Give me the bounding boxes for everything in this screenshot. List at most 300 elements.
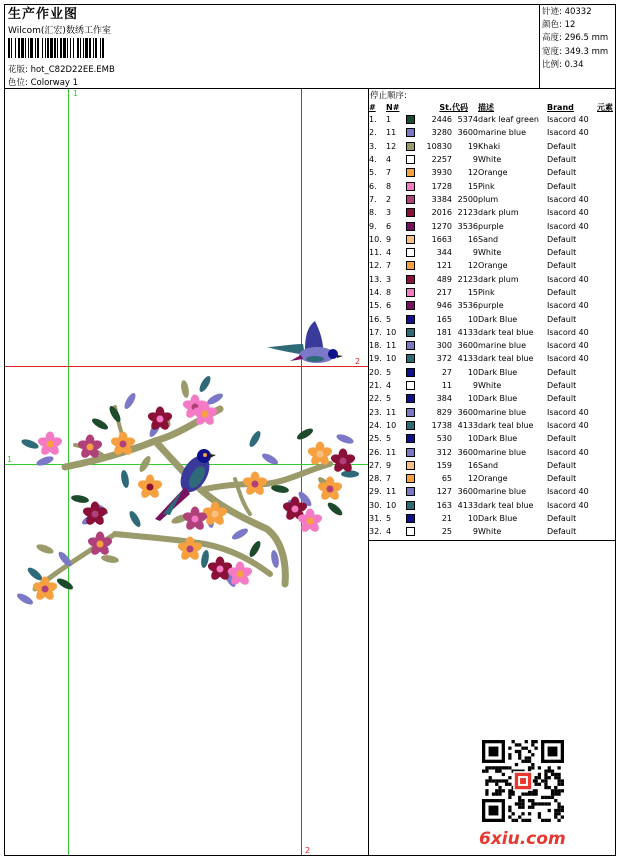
color-swatch — [406, 155, 415, 164]
row-swatch — [406, 206, 422, 219]
spec-height: 高度: 296.5 mm — [542, 33, 609, 44]
barcode — [8, 38, 188, 58]
row-swatch — [406, 179, 422, 192]
color-swatch — [406, 354, 415, 363]
row-description: Dark Blue — [478, 314, 518, 324]
color-swatch — [406, 301, 415, 310]
spec-scale: 比例: 0.34 — [542, 59, 584, 70]
row-element — [597, 392, 613, 405]
row-element — [597, 179, 613, 192]
color-swatch — [406, 128, 415, 137]
row-number: 27. — [369, 460, 382, 470]
col-header-element: 元素 — [597, 102, 613, 112]
row-description: Pink — [478, 181, 495, 191]
row-element — [597, 246, 613, 259]
row-swatch — [406, 406, 422, 419]
row-number: 6. — [369, 181, 377, 191]
row-code: 12 — [467, 474, 478, 484]
row-brand: Default — [547, 168, 577, 178]
table-row — [369, 499, 613, 512]
page-title: 生产作业图 — [8, 7, 79, 22]
row-element — [597, 512, 613, 525]
row-code: 12 — [467, 168, 478, 178]
row-element — [597, 472, 613, 485]
row-swatch — [406, 153, 422, 166]
company-name: Wilcom(汇宏)数绣工作室 — [8, 26, 111, 36]
row-description: dark teal blue — [478, 354, 534, 364]
table-row — [369, 286, 613, 299]
col-header-description: 描述 — [478, 102, 494, 112]
design-canvas — [5, 89, 368, 855]
row-needle: 6 — [386, 221, 392, 231]
row-needle: 11 — [386, 487, 397, 497]
stop-sequence-table — [369, 101, 613, 539]
row-needle: 7 — [386, 474, 392, 484]
row-element — [597, 485, 613, 498]
row-needle: 9 — [386, 234, 392, 244]
row-stitches: 372 — [436, 354, 452, 364]
row-stitches: 11 — [441, 381, 452, 391]
row-needle: 4 — [386, 155, 392, 165]
row-swatch — [406, 366, 422, 379]
row-number: 7. — [369, 194, 377, 204]
table-row — [369, 352, 613, 365]
row-stitches: 3930 — [431, 168, 452, 178]
flower — [37, 432, 64, 457]
row-stitches: 163 — [436, 500, 452, 510]
color-swatch — [406, 222, 415, 231]
row-number: 21. — [369, 381, 382, 391]
table-row — [369, 153, 613, 166]
row-stitches: 25 — [441, 527, 452, 537]
row-code: 4133 — [457, 500, 478, 510]
row-description: dark plum — [478, 208, 519, 218]
row-needle: 8 — [386, 181, 392, 191]
row-brand: Default — [547, 434, 577, 444]
row-needle: 5 — [386, 434, 392, 444]
row-swatch — [406, 113, 422, 126]
row-needle: 11 — [386, 341, 397, 351]
table-row — [369, 113, 613, 126]
row-element — [597, 273, 613, 286]
row-brand: Default — [547, 381, 577, 391]
row-element — [597, 286, 613, 299]
table-row — [369, 432, 613, 445]
row-number: 14. — [369, 288, 382, 297]
row-element — [597, 140, 613, 153]
row-number: 5. — [369, 168, 377, 178]
row-needle: 1 — [386, 115, 392, 125]
row-code: 2500 — [457, 194, 478, 204]
row-description: Sand — [478, 234, 499, 244]
col-header-needle: N# — [386, 102, 400, 112]
row-description: Orange — [478, 474, 508, 484]
row-stitches: 1663 — [431, 234, 452, 244]
row-element — [597, 339, 613, 352]
leaf — [247, 429, 262, 448]
row-code: 2123 — [457, 208, 478, 218]
flower — [330, 449, 357, 474]
row-brand: Isacord 40 — [547, 487, 589, 497]
row-brand: Isacord 40 — [547, 407, 589, 417]
row-code: 10 — [467, 514, 478, 524]
row-description: purple — [478, 221, 504, 231]
row-needle: 11 — [386, 407, 397, 417]
row-code: 3600 — [457, 341, 478, 351]
row-element — [597, 206, 613, 219]
row-brand: Default — [547, 181, 577, 191]
color-swatch — [406, 341, 415, 350]
table-row — [369, 206, 613, 219]
row-description: White — [478, 381, 502, 391]
row-needle: 3 — [386, 274, 392, 284]
row-needle: 4 — [386, 527, 392, 537]
table-row — [369, 512, 613, 525]
row-stitches: 1738 — [431, 420, 452, 430]
row-swatch — [406, 485, 422, 498]
flying-bird — [267, 321, 343, 363]
row-brand: Default — [547, 155, 577, 165]
colorway: 色位: Colorway 1 — [8, 78, 79, 88]
leaf — [247, 539, 262, 558]
table-bottom-rule — [368, 540, 616, 541]
row-swatch — [406, 166, 422, 179]
row-stitches: 489 — [436, 274, 452, 284]
table-row — [369, 326, 613, 339]
row-swatch — [406, 512, 422, 525]
leaf — [15, 591, 34, 606]
row-swatch — [406, 219, 422, 232]
table-row — [369, 166, 613, 179]
row-code: 19 — [467, 141, 478, 151]
row-number: 3. — [369, 141, 377, 151]
color-swatch — [406, 168, 415, 177]
row-stitches: 2446 — [431, 115, 452, 125]
row-swatch — [406, 140, 422, 153]
row-code: 9 — [472, 527, 478, 537]
leaf — [341, 470, 359, 477]
table-row — [369, 140, 613, 153]
table-row — [369, 233, 613, 246]
row-needle: 4 — [386, 381, 392, 391]
row-element — [597, 113, 613, 126]
col-header-stitches: St. — [439, 102, 452, 112]
row-brand: Isacord 40 — [547, 274, 589, 284]
row-stitches: 127 — [436, 487, 452, 497]
row-stitches: 946 — [436, 301, 452, 311]
row-brand: Isacord 40 — [547, 420, 589, 430]
row-brand: Default — [547, 460, 577, 470]
leaf — [120, 470, 130, 489]
row-number: 26. — [369, 447, 382, 457]
table-row — [369, 259, 613, 272]
col-header-swatch — [406, 101, 422, 113]
leaf — [335, 433, 354, 446]
row-element — [597, 432, 613, 445]
row-element — [597, 406, 613, 419]
row-stitches: 159 — [436, 460, 452, 470]
row-needle: 12 — [386, 141, 397, 151]
color-swatch — [406, 527, 415, 536]
color-swatch — [406, 182, 415, 191]
color-swatch — [406, 328, 415, 337]
row-number: 8. — [369, 208, 377, 218]
row-needle: 5 — [386, 314, 392, 324]
table-row — [369, 219, 613, 232]
color-swatch — [406, 381, 415, 390]
row-number: 10. — [369, 234, 382, 244]
table-row — [369, 366, 613, 379]
row-number: 22. — [369, 394, 382, 404]
row-brand: Default — [547, 527, 577, 537]
color-swatch — [406, 434, 415, 443]
color-swatch — [406, 248, 415, 257]
row-number: 19. — [369, 354, 382, 364]
row-number: 31. — [369, 514, 382, 524]
leaf — [35, 543, 54, 556]
leaf — [180, 380, 190, 399]
color-swatch — [406, 501, 415, 510]
row-needle: 10 — [386, 354, 397, 364]
row-stitches: 217 — [436, 288, 452, 297]
color-swatch — [406, 394, 415, 403]
row-brand: Isacord 40 — [547, 194, 589, 204]
row-element — [597, 525, 613, 538]
table-row — [369, 525, 613, 538]
leaf — [260, 451, 279, 466]
row-description: marine blue — [478, 447, 527, 457]
row-swatch — [406, 246, 422, 259]
row-stitches: 165 — [436, 314, 452, 324]
row-needle: 11 — [386, 128, 397, 138]
row-brand: Default — [547, 314, 577, 324]
row-swatch — [406, 233, 422, 246]
row-stitches: 384 — [436, 394, 452, 404]
row-description: Khaki — [478, 141, 501, 151]
row-brand: Default — [547, 367, 577, 377]
row-brand: Isacord 40 — [547, 341, 589, 351]
row-description: dark teal blue — [478, 327, 534, 337]
col-header-number: # — [369, 102, 376, 112]
row-swatch — [406, 273, 422, 286]
color-swatch — [406, 261, 415, 270]
row-description: marine blue — [478, 407, 527, 417]
table-row — [369, 246, 613, 259]
row-needle: 8 — [386, 288, 392, 297]
col-header-brand: Brand — [547, 102, 574, 112]
guide-label-bottom: 2 — [305, 846, 311, 855]
table-row — [369, 459, 613, 472]
row-brand: Isacord 40 — [547, 115, 589, 125]
row-number: 9. — [369, 221, 377, 231]
row-element — [597, 153, 613, 166]
row-description: Pink — [478, 288, 495, 297]
leaf — [137, 454, 152, 473]
row-description: White — [478, 155, 502, 165]
row-description: White — [478, 248, 502, 258]
row-swatch — [406, 326, 422, 339]
row-number: 17. — [369, 327, 382, 337]
row-description: Dark Blue — [478, 367, 518, 377]
row-brand: Isacord 40 — [547, 208, 589, 218]
row-description: dark teal blue — [478, 500, 534, 510]
row-swatch — [406, 472, 422, 485]
row-swatch — [406, 312, 422, 325]
spec-colors: 颜色: 12 — [542, 20, 576, 31]
row-number: 30. — [369, 500, 382, 510]
row-swatch — [406, 525, 422, 538]
table-row — [369, 339, 613, 352]
table-row — [369, 406, 613, 419]
color-swatch — [406, 448, 415, 457]
col-header-code: 代码 — [452, 102, 468, 112]
row-swatch — [406, 259, 422, 272]
color-swatch — [406, 288, 415, 297]
row-description: dark plum — [478, 274, 519, 284]
row-code: 15 — [467, 288, 478, 297]
row-code: 9 — [472, 155, 478, 165]
color-swatch — [406, 368, 415, 377]
row-description: Dark Blue — [478, 394, 518, 404]
row-needle: 6 — [386, 301, 392, 311]
row-element — [597, 166, 613, 179]
qr-code — [482, 740, 564, 822]
row-swatch — [406, 419, 422, 432]
row-element — [597, 312, 613, 325]
table-row — [369, 472, 613, 485]
row-number: 1. — [369, 115, 377, 125]
row-stitches: 10830 — [426, 141, 452, 151]
table-header-row — [369, 101, 613, 113]
row-needle: 7 — [386, 261, 392, 271]
row-code: 10 — [467, 367, 478, 377]
row-needle: 3 — [386, 208, 392, 218]
row-description: Orange — [478, 168, 508, 178]
row-code: 3600 — [457, 447, 478, 457]
row-needle: 2 — [386, 194, 392, 204]
row-needle: 7 — [386, 168, 392, 178]
color-swatch — [406, 474, 415, 483]
row-code: 15 — [467, 181, 478, 191]
row-brand: Default — [547, 261, 577, 271]
color-swatch — [406, 315, 415, 324]
row-needle: 10 — [386, 327, 397, 337]
row-description: plum — [478, 194, 499, 204]
row-code: 3600 — [457, 407, 478, 417]
row-code: 4133 — [457, 354, 478, 364]
color-swatch — [406, 421, 415, 430]
row-brand: Default — [547, 248, 577, 258]
row-description: marine blue — [478, 128, 527, 138]
row-stitches: 344 — [436, 248, 452, 258]
leaf — [101, 554, 120, 564]
table-row — [369, 312, 613, 325]
row-code: 9 — [472, 381, 478, 391]
row-number: 18. — [369, 341, 382, 351]
row-brand: Isacord 40 — [547, 354, 589, 364]
row-element — [597, 459, 613, 472]
color-swatch — [406, 408, 415, 417]
leaf — [90, 416, 109, 431]
row-stitches: 300 — [436, 341, 452, 351]
row-needle: 9 — [386, 460, 392, 470]
row-code: 5374 — [457, 115, 478, 125]
row-swatch — [406, 339, 422, 352]
row-code: 3536 — [457, 221, 478, 231]
leaf — [35, 455, 54, 468]
design-specs — [542, 6, 608, 72]
flower — [32, 577, 59, 602]
row-stitches: 65 — [441, 474, 452, 484]
row-number: 16. — [369, 314, 382, 324]
row-brand: Default — [547, 234, 577, 244]
row-brand: Isacord 40 — [547, 128, 589, 138]
row-stitches: 27 — [441, 367, 452, 377]
row-element — [597, 499, 613, 512]
row-code: 3600 — [457, 487, 478, 497]
row-description: purple — [478, 301, 504, 311]
leaf — [20, 438, 39, 451]
row-needle: 10 — [386, 420, 397, 430]
row-stitches: 312 — [436, 447, 452, 457]
row-needle: 4 — [386, 248, 392, 258]
row-needle: 10 — [386, 500, 397, 510]
row-number: 4. — [369, 155, 377, 165]
row-element — [597, 445, 613, 458]
row-swatch — [406, 352, 422, 365]
row-description: marine blue — [478, 341, 527, 351]
row-element — [597, 379, 613, 392]
table-row — [369, 179, 613, 192]
row-description: White — [478, 527, 502, 537]
row-code: 3600 — [457, 128, 478, 138]
table-row — [369, 392, 613, 405]
spec-stitches: 针迹: 40332 — [542, 7, 592, 17]
row-description: dark teal blue — [478, 420, 534, 430]
color-swatch — [406, 195, 415, 204]
row-stitches: 121 — [436, 261, 452, 271]
flower — [242, 472, 269, 497]
row-stitches: 21 — [441, 514, 452, 524]
row-stitches: 2257 — [431, 155, 452, 165]
row-description: marine blue — [478, 487, 527, 497]
table-row — [369, 193, 613, 206]
row-number: 25. — [369, 434, 382, 444]
row-swatch — [406, 392, 422, 405]
row-element — [597, 126, 613, 139]
table-row — [369, 299, 613, 312]
row-swatch — [406, 445, 422, 458]
row-number: 28. — [369, 474, 382, 484]
leaf — [55, 576, 74, 591]
row-swatch — [406, 499, 422, 512]
flower — [147, 407, 174, 432]
row-element — [597, 366, 613, 379]
row-stitches: 829 — [436, 407, 452, 417]
row-number: 32. — [369, 527, 382, 537]
row-number: 13. — [369, 274, 382, 284]
leaf — [71, 494, 90, 504]
flower — [137, 475, 164, 500]
table-row — [369, 445, 613, 458]
table-row — [369, 419, 613, 432]
row-needle: 5 — [386, 514, 392, 524]
row-number: 24. — [369, 420, 382, 430]
row-stitches: 1270 — [431, 221, 452, 231]
row-brand: Default — [547, 474, 577, 484]
row-brand: Isacord 40 — [547, 221, 589, 231]
row-code: 16 — [467, 234, 478, 244]
